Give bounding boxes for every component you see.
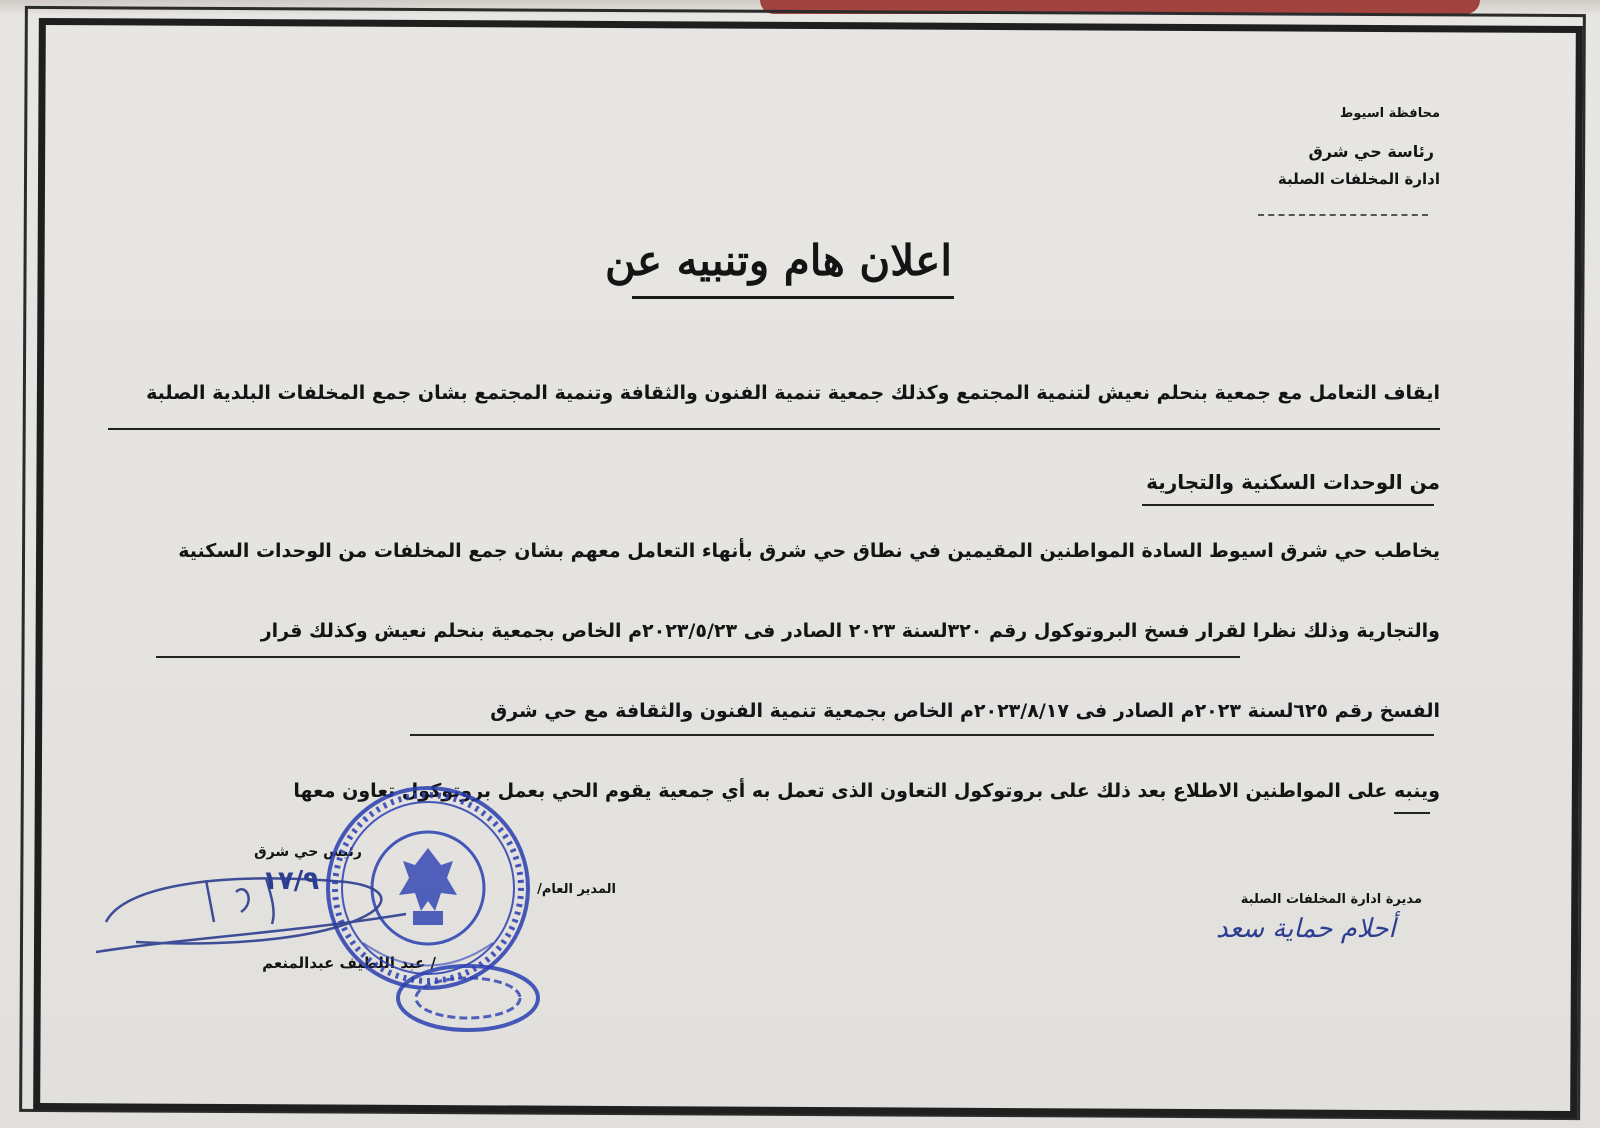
signature-name-left: / عبد اللطيف عبدالمنعم [262,954,436,972]
body-line-6-underline [1394,812,1430,814]
body-line-2-underline [1142,504,1434,506]
header-district: رئاسة حي شرق [1308,142,1434,161]
left-signature [96,842,426,972]
page-title: اعلان هام وتنبيه عن [605,236,952,285]
body-line-4-underline [156,656,1240,658]
header-department: ادارة المخلفات الصلبة [1277,170,1440,188]
body-line-4: والتجارية وذلك نظرا لقرار فسخ البروتوكول رقم ٣٢٠لسنة ٢٠٢٣ الصادر فى ٢٠٢٣/٥/٢٣م الخاص بجمعية بنحلم نعيش وكذلك قرار [260,620,1440,642]
signature-title-right: مديرة ادارة المخلفات الصلبة [1240,892,1422,907]
right-signature: أحلام حماية سعد [1216,914,1396,944]
title-underline [632,296,954,299]
signature-title-left: المدير العام/ [537,882,616,897]
header-governorate: محافظة اسيوط [1339,106,1440,121]
body-line-6: وينبه على المواطنين الاطلاع بعد ذلك على بروتوكول التعاون الذى تعمل به أي جمعية يقوم الحي بعمل بروتوكول تعاون معها [293,780,1440,802]
signature-subtitle-left: رئيس حي شرق [254,844,362,860]
body-line-3: يخاطب حي شرق اسيوط السادة المواطنين المقيمين في نطاق حي شرق بأنهاء التعامل معهم بشان جمع المخلفات من الوحدات السكنية [178,540,1440,562]
oval-stamp [393,962,543,1034]
body-line-5-underline [410,734,1434,736]
handwritten-date: ١٧/٩ [262,866,320,896]
body-line-1-underline [108,428,1440,430]
body-line-2: من الوحدات السكنية والتجارية [1146,470,1440,494]
body-line-1: ايقاف التعامل مع جمعية بنحلم نعيش لتنمية المجتمع وكذلك جمعية تنمية الفنون والثقافة وتنمية المجتمع بشان جمع المخلفات البلدية الصلبة [146,382,1440,404]
body-line-5: الفسخ رقم ٦٢٥لسنة ٢٠٢٣م الصادر فى ٢٠٢٣/٨/١٧م الخاص بجمعية تنمية الفنون والثقافة مع حي شرق [490,700,1440,722]
header-divider [1258,214,1428,216]
